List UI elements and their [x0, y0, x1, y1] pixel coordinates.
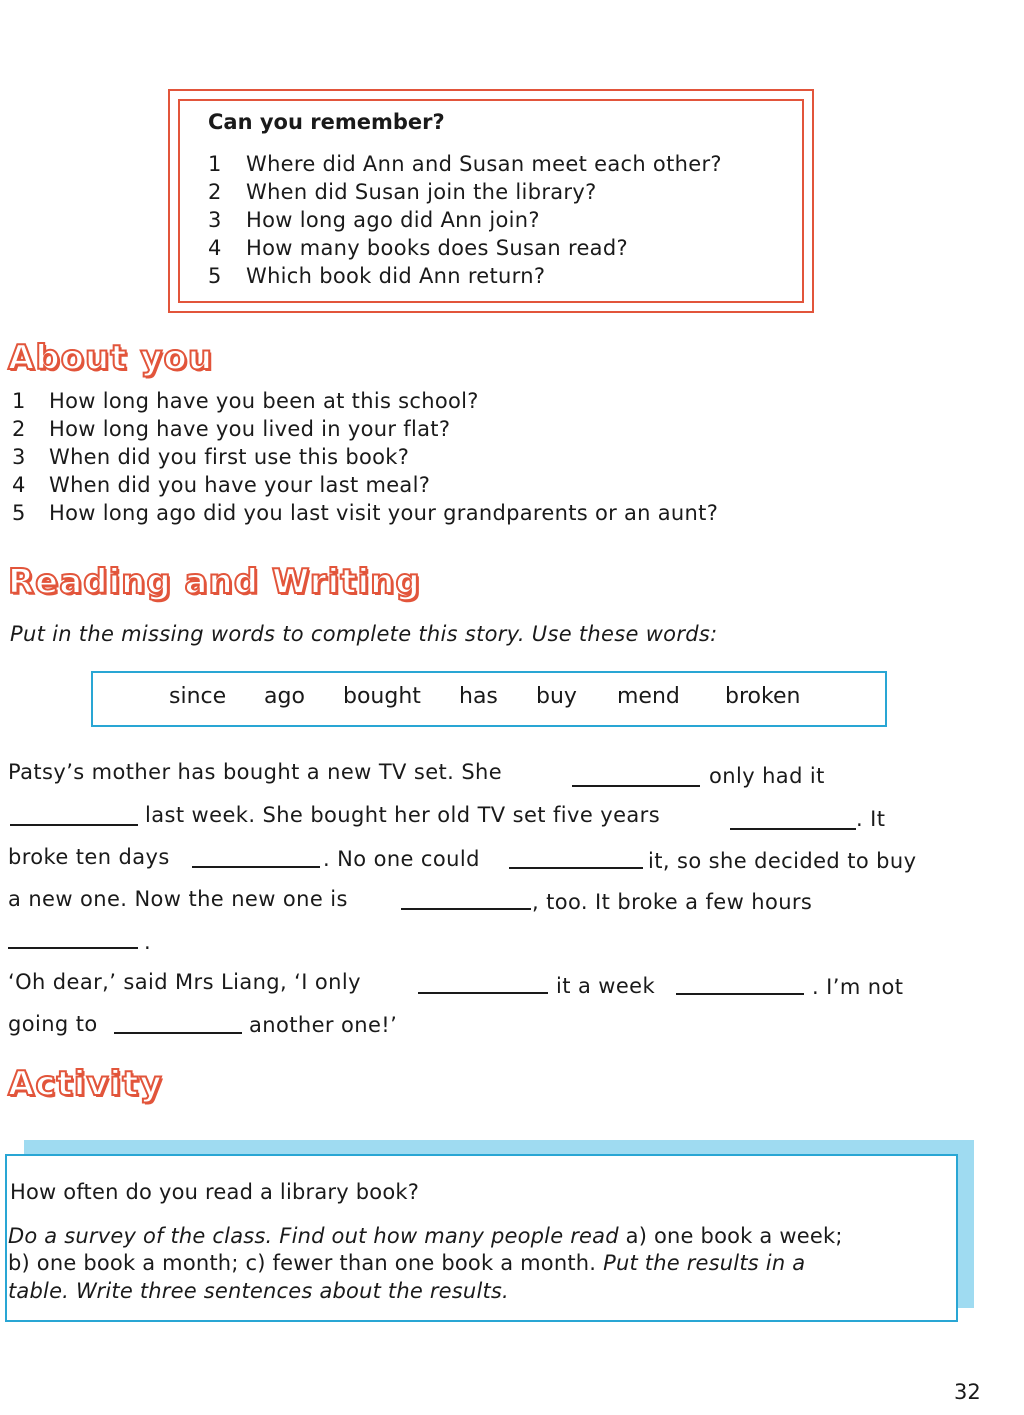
- story-text: last week. She bought her old TV set five years: [145, 803, 661, 827]
- story-text: , too. It broke a few hours: [532, 890, 813, 914]
- story-text: . I’m not: [812, 975, 904, 999]
- word-option: has: [459, 684, 498, 709]
- answer-blank[interactable]: [192, 866, 320, 868]
- answer-blank[interactable]: [509, 867, 643, 869]
- answer-blank[interactable]: [8, 947, 138, 949]
- answer-blank[interactable]: [676, 993, 804, 995]
- answer-blank[interactable]: [572, 785, 700, 787]
- story-text: going to: [8, 1012, 98, 1036]
- story-text: it a week: [556, 974, 656, 998]
- activity-instruction-line: b) one book a month; c) fewer than one book a month. Put the results in a: [8, 1251, 806, 1275]
- activity-question: How often do you read a library book?: [10, 1180, 420, 1204]
- word-option: bought: [343, 684, 421, 709]
- story-text: . No one could: [323, 847, 480, 871]
- answer-blank[interactable]: [401, 908, 531, 910]
- word-option: ago: [264, 684, 305, 709]
- story-text: another one!’: [249, 1013, 398, 1037]
- word-option: mend: [617, 684, 680, 709]
- reading-writing-heading: Reading and Writing: [8, 562, 421, 602]
- activity-heading: Activity: [8, 1064, 163, 1104]
- story-text: only had it: [709, 764, 825, 788]
- answer-blank[interactable]: [730, 828, 856, 830]
- story-text: broke ten days: [8, 845, 170, 869]
- page-number: 32: [954, 1380, 981, 1404]
- about-you-heading: About you: [8, 338, 214, 378]
- answer-blank[interactable]: [418, 992, 548, 994]
- story-text: Patsy’s mother has bought a new TV set. She: [8, 760, 503, 784]
- story-text: .: [144, 930, 152, 954]
- word-option: buy: [536, 684, 577, 709]
- answer-blank[interactable]: [114, 1032, 242, 1034]
- word-option: since: [169, 684, 227, 709]
- story-text: a new one. Now the new one is: [8, 887, 348, 911]
- answer-blank[interactable]: [10, 824, 138, 826]
- story-text: ‘Oh dear,’ said Mrs Liang, ‘I only: [8, 970, 361, 994]
- word-option: broken: [725, 684, 801, 709]
- activity-instruction-line: Do a survey of the class. Find out how many people read a) one book a week;: [8, 1224, 843, 1248]
- story-text: it, so she decided to buy: [648, 849, 917, 873]
- remember-title: Can you remember?: [208, 110, 445, 134]
- story-text: . It: [856, 807, 886, 831]
- activity-instruction-line: table. Write three sentences about the results.: [8, 1279, 509, 1303]
- reading-writing-instruction: Put in the missing words to complete this story. Use these words:: [10, 622, 718, 646]
